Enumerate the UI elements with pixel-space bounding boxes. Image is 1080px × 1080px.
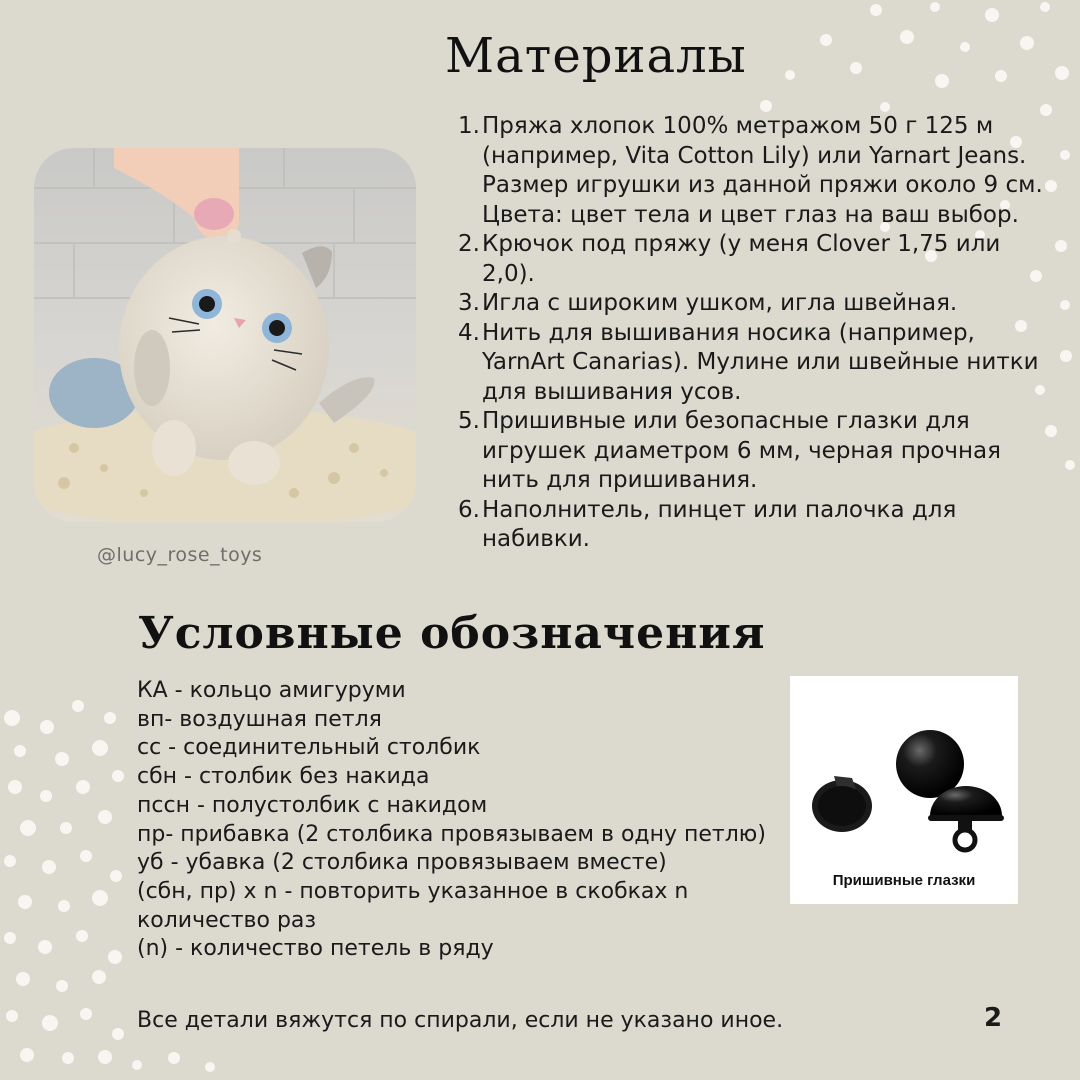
list-item: 6. Наполнитель, пинцет или палочка для набивки.	[458, 496, 957, 552]
legend-title: Условные обозначения	[138, 608, 766, 659]
list-item: 3. Игла с широким ушком, игла швейная.	[458, 290, 958, 316]
cat-illustration	[34, 148, 416, 522]
safety-eyes-caption: Пришивные глазки	[832, 872, 976, 889]
legend-list	[137, 677, 777, 964]
safety-eyes-icon	[790, 676, 1018, 866]
list-item: 2. Крючок под пряжу (у меня Clover 1,75 или 2,0).	[458, 231, 1001, 287]
legend-item: вп- воздушная петля	[137, 706, 382, 732]
safety-eyes-image	[790, 676, 1018, 904]
legend-item: сс - соединительный столбик	[137, 735, 481, 761]
list-item: 5. Пришивные или безопасные глазки для игрушек диаметром 6 мм, черная прочная нить для пришивания.	[458, 408, 1001, 493]
legend-item: (сбн, пр) х n - повторить указанное в скобках n количество раз	[137, 878, 689, 933]
list-item: 1. Пряжа хлопок 100% метражом 50 г 125 м (например, Vita Cotton Lily) или Yarnart Jeans. Размер игрушки из данной пряжи около 9 см. Цвета: цвет тела и цвет глаз на ваш выбор.	[458, 113, 1043, 228]
watermark: @lucy_rose_toys	[97, 544, 263, 566]
materials-title: Материалы	[445, 28, 747, 84]
amigurumi-cat-photo	[34, 148, 416, 522]
legend-item: (n) - количество петель в ряду	[137, 936, 494, 962]
legend-item: уб - убавка (2 столбика провязываем вместе)	[137, 850, 667, 876]
legend-item: пссн - полустолбик с накидом	[137, 792, 488, 818]
legend-item: сбн - столбик без накида	[137, 764, 430, 790]
materials-list	[450, 112, 1060, 555]
page-number: 2	[984, 1003, 1003, 1033]
list-item: 4. Нить для вышивания носика (например, YarnArt Canarias). Мулине или швейные нитки для вышивания усов.	[458, 319, 1039, 405]
legend-item: пр- прибавка (2 столбика провязываем в одну петлю)	[137, 821, 766, 847]
legend-item: КА - кольцо амигуруми	[137, 678, 406, 703]
footnote: Все детали вяжутся по спирали, если не указано иное.	[137, 1008, 784, 1033]
